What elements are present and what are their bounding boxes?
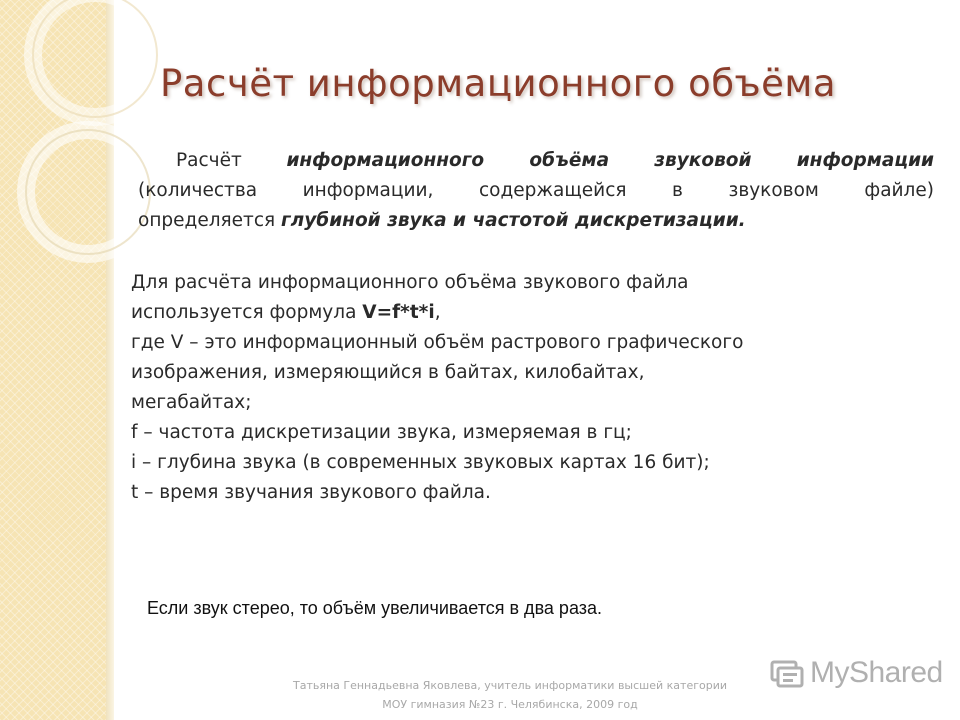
formula-line-5: мегабайтах;	[131, 392, 252, 413]
formula-line-1: Для расчёта информационного объёма звукового файла	[131, 272, 689, 293]
formula-text: V=f*t*i	[362, 302, 435, 323]
formula-paragraph	[131, 268, 891, 508]
watermark-text: MyShared	[810, 656, 943, 689]
intro-line-1	[138, 146, 934, 176]
intro-line-3-emphasis: глубиной звука и частотой дискретизации.	[281, 210, 746, 231]
formula-line-6: f – частота дискретизации звука, измеряемая в гц;	[131, 422, 632, 443]
formula-line-2	[131, 298, 891, 328]
formula-line-3: где V – это информационный объём растрового графического	[131, 332, 744, 353]
formula-line-4: изображения, измеряющийся в байтах, килобайтах,	[131, 362, 645, 383]
myshared-logo-icon	[770, 658, 804, 688]
stereo-note: Если звук стерео, то объём увеличивается в два раза.	[147, 598, 603, 618]
intro-paragraph	[138, 146, 934, 236]
formula-line-2-suffix: ,	[434, 302, 441, 323]
intro-line-3-prefix: определяется	[138, 210, 282, 231]
intro-line-1-emphasis: информационного объёма звуковой информации	[286, 150, 934, 171]
page-title: Расчёт информационного объёма	[160, 62, 837, 105]
formula-line-8: t – время звучания звукового файла.	[131, 482, 491, 503]
intro-line-1-prefix: Расчёт	[176, 150, 287, 171]
footer-author: Татьяна Геннадьевна Яковлева, учитель информатики высшей категории	[292, 679, 727, 692]
watermark	[770, 656, 943, 690]
formula-line-2-prefix: используется формула	[131, 302, 363, 323]
footer	[240, 676, 780, 714]
formula-line-7: i – глубина звука (в современных звуковых картах 16 бит);	[131, 452, 710, 473]
intro-line-3	[138, 206, 934, 236]
intro-line-2: (количества информации, содержащейся в звуковом файле)	[138, 180, 934, 201]
footer-school: МОУ гимназия №23 г. Челябинска, 2009 год	[382, 698, 638, 711]
